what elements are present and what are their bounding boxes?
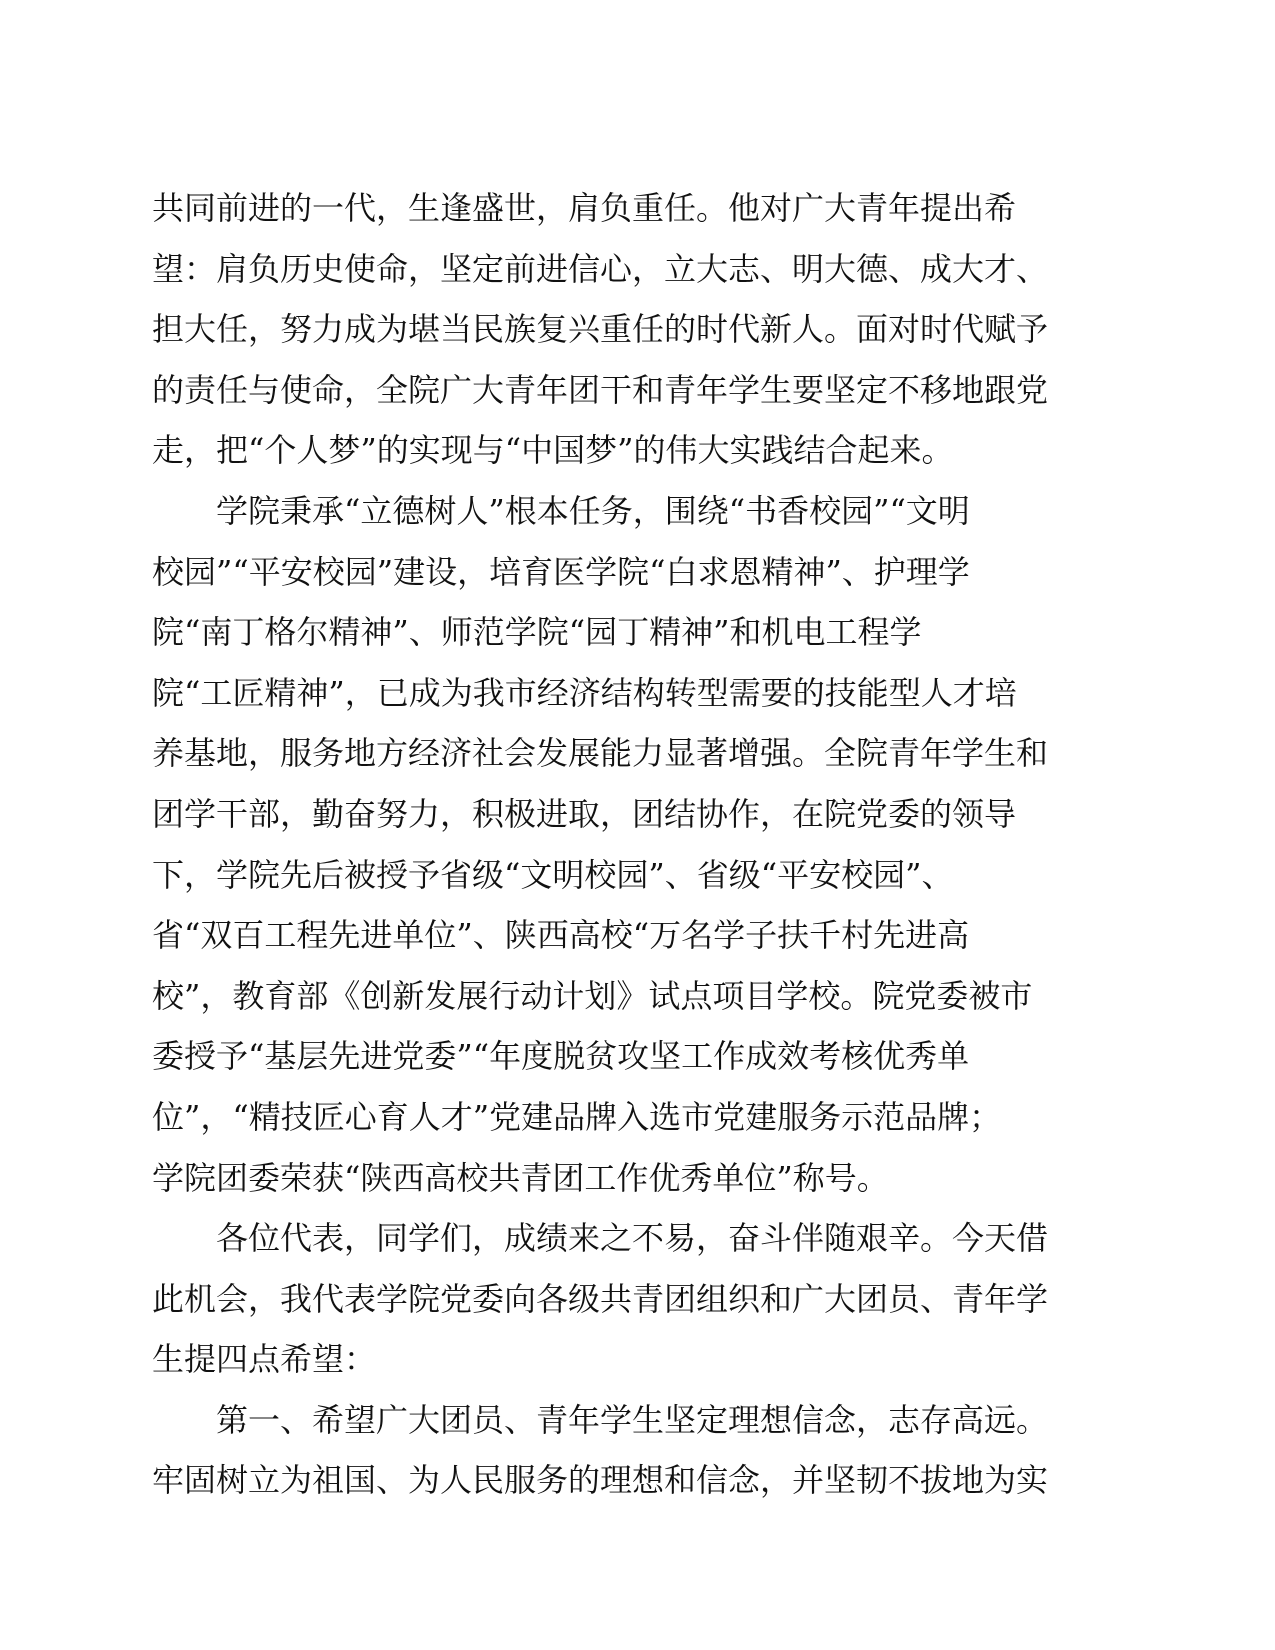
text-line: 院“工匠精神”，已成为我市经济结构转型需要的技能型人才培 (152, 673, 1017, 712)
text-line: 院“南丁格尔精神”、师范学院“园丁精神”和机电工程学 (152, 613, 922, 652)
text-line: 学院团委荣获“陕西高校共青团工作优秀单位”称号。 (152, 1158, 889, 1197)
text-line: 牢固树立为祖国、为人民服务的理想和信念，并坚韧不拔地为实 (152, 1461, 1049, 1500)
text-line: 此机会，我代表学院党委向各级共青团组织和广大团员、青年学 (152, 1279, 1049, 1318)
text-line: 省“双百工程先进单位”、陕西高校“万名学子扶千村先进高 (152, 916, 970, 955)
text-line: 下，学院先后被授予省级“文明校园”、省级“平安校园”、 (152, 855, 954, 894)
text-line: 各位代表，同学们，成绩来之不易，奋斗伴随艰辛。今天借 (152, 1219, 1049, 1258)
text-line: 养基地，服务地方经济社会发展能力显著增强。全院青年学生和 (152, 734, 1049, 773)
text-line: 担大任，努力成为堪当民族复兴重任的时代新人。面对时代赋予 (152, 310, 1049, 349)
text-line: 共同前进的一代，生逢盛世，肩负重任。他对广大青年提出希 (152, 189, 1017, 227)
text-line: 位”，“精技匠心育人才”党建品牌入选市党建服务示范品牌； (152, 1097, 1002, 1136)
text-line: 学院秉承“立德树人”根本任务，围绕“书香校园”“文明 (152, 491, 970, 530)
text-line: 校”，教育部《创新发展行动计划》试点项目学校。院党委被市 (152, 976, 1033, 1015)
text-line: 走，把“个人梦”的实现与“中国梦”的伟大实践结合起来。 (152, 431, 954, 470)
text-line: 的责任与使命，全院广大青年团干和青年学生要坚定不移地跟党 (152, 370, 1049, 409)
text-line: 生提四点希望： (152, 1340, 377, 1379)
text-line: 第一、希望广大团员、青年学生坚定理想信念，志存高远。 (152, 1400, 1049, 1439)
text-line: 望：肩负历史使命，坚定前进信心，立大志、明大德、成大才、 (152, 249, 1049, 288)
text-line: 委授予“基层先进党委”“年度脱贫攻坚工作成效考核优秀单 (152, 1037, 970, 1076)
body-text (152, 178, 1072, 1511)
text-line: 团学干部，勤奋努力，积极进取，团结协作，在院党委的领导 (152, 794, 1017, 833)
text-line: 校园”“平安校园”建设，培育医学院“白求恩精神”、护理学 (152, 552, 970, 591)
